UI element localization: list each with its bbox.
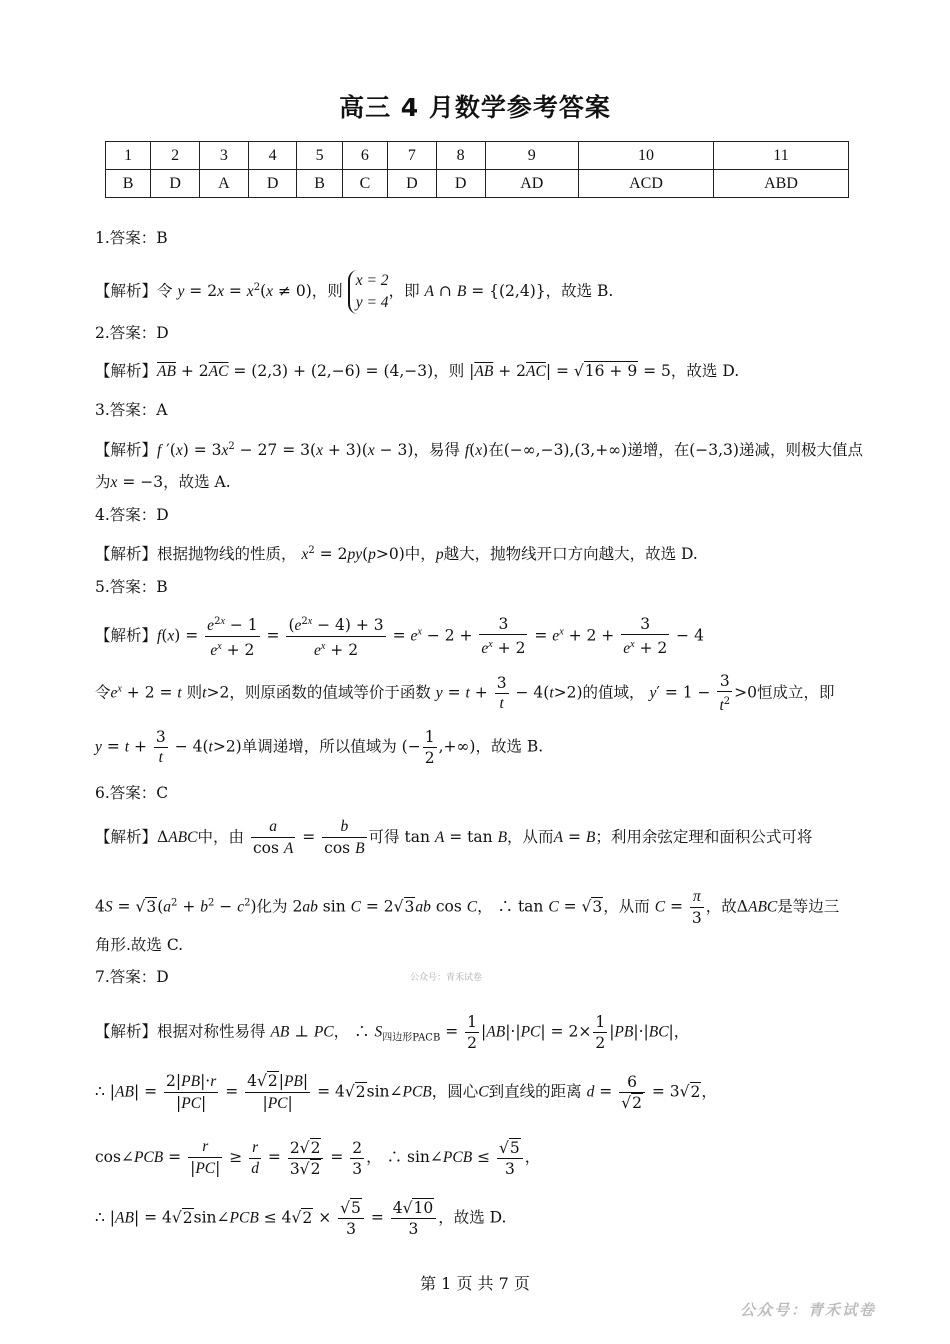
- solution-1: 【解析】令 $y = 2x = x^2(x \ne 0)$，则 x = 2 y = 4 ，即 A ∩ B = {(2,4)}，故选 B.: [95, 270, 613, 314]
- table-cell: ABD: [713, 170, 848, 198]
- solution-tag: 【解析】: [95, 362, 158, 380]
- solution-tag: 【解析】: [95, 828, 158, 846]
- answer-5: 5.答案：B: [95, 578, 168, 596]
- answer-3: 3.答案：A: [95, 401, 168, 419]
- table-cell: 10: [579, 142, 714, 170]
- table-cell: 5: [297, 142, 342, 170]
- watermark: 公众号：青禾试卷: [410, 973, 483, 983]
- table-cell: C: [342, 170, 387, 198]
- answer-6: 6.答案：C: [95, 784, 169, 802]
- table-cell: B: [106, 170, 151, 198]
- solution-2: 【解析】$\overline{AB} + 2\overline{AC} = (2,3) + (2,-6) = (4,-3)$，则 $|\overline{AB} + 2\overline{AC}| = √16 + 9 = 5$，故选 D.: [95, 362, 740, 380]
- table-cell: ACD: [579, 170, 714, 198]
- table-cell: 9: [485, 142, 579, 170]
- solution-4: 【解析】根据抛物线的性质， $x^2 = 2py(p>0)$中，p越大，抛物线开口方向越大，故选 D.: [95, 545, 698, 564]
- table-cell: 3: [200, 142, 249, 170]
- solution-tag: 【解析】: [95, 626, 158, 645]
- table-cell: B: [297, 170, 342, 198]
- table-cell: 7: [388, 142, 437, 170]
- solution-6: 【解析】ΔABC中，由 $\frac{a}{\text{cos A}}$ = $\frac{b}{\text{cos B}}$ 可得 tan A = tan B，从而A = B；利用余弦定理和面积公式可将: [95, 818, 813, 857]
- table-cell: 1: [106, 142, 151, 170]
- solution-5-line-2: 令$e^x + 2 = t$ 则t>2，则原函数的值域等价于函数 y = t + $\frac{3}{t}$ − 4(t>2)的值域， y′ = 1 − $\frac{3}{t^2}$ >0恒成立，即: [95, 672, 835, 715]
- solution-7: 【解析】根据对称性易得 AB ⊥ PC， ∴ $S_{四边形PACB}$ = $\frac{1}{2}$ |AB|·|PC| = 2× $\frac{1}{2}$ |PB|·|BC|，: [95, 1013, 690, 1052]
- solution-tag: 【解析】: [95, 545, 158, 564]
- answer-4: 4.答案：D: [95, 506, 169, 524]
- page-title: 高三 4 月数学参考答案: [339, 93, 611, 122]
- page-footer: 第 1 页 共 7 页: [420, 1274, 530, 1293]
- solution-7-line-2: ∴ |AB| = $\frac{2|PB|\cdot r}{|PC|}$ = $\frac{4√2|PB|}{|PC|}$ = 4√2sin∠PCB，圆心C到直线的距离 d = $\frac{6}{√2}$ = 3√2，: [95, 1072, 717, 1112]
- table-cell: A: [200, 170, 249, 198]
- solution-5: 【解析】f(x) = $\frac{e^{2x} - 1}{e^x + 2}$ = $\frac{(e^{2x} - 4) + 3}{e^x + 2}$ = $e^x - 2$ + $\frac{3}{e^x + 2}$ = $e^x + 2$ + $\frac{3}{e^x + 2}$ − 4: [95, 612, 704, 661]
- solution-tag: 【解析】: [95, 282, 158, 300]
- answer-table-answers-row: [106, 170, 849, 198]
- solution-tag: 【解析】: [95, 441, 158, 460]
- solution-7-line-3: cos∠PCB = $\frac{r}{|PC|}$ ≥ $\frac{r}{d}$ = $\frac{2√2}{3√2}$ = $\frac{2}{3}$ ， ∴ sin∠PCB ≤ $\frac{√5}{3}$ ，: [95, 1138, 541, 1178]
- answer-2: 2.答案：D: [95, 324, 169, 342]
- solution-6-line-3: 角形.故选 C.: [95, 936, 184, 954]
- answer-7: 7.答案：D: [95, 968, 169, 986]
- table-cell: D: [436, 170, 485, 198]
- table-cell: D: [151, 170, 200, 198]
- table-cell: 6: [342, 142, 387, 170]
- solution-3-line-2: 为x = −3，故选 A.: [95, 473, 231, 491]
- table-cell: 4: [248, 142, 297, 170]
- answer-1: 1.答案：B: [95, 229, 168, 247]
- table-cell: 11: [713, 142, 848, 170]
- table-cell: 8: [436, 142, 485, 170]
- solution-tag: 【解析】: [95, 1022, 158, 1041]
- table-cell: D: [388, 170, 437, 198]
- answer-table-numbers-row: [106, 142, 849, 170]
- corner-watermark: 公众号：青禾试卷: [740, 1301, 877, 1319]
- solution-3: 【解析】f $'(x) = 3x^2 - 27 = 3(x + 3)(x - 3)$，易得 f(x)在(−∞,−3),(3,+∞)递增，在(−3,3)递减，则极大值点: [95, 441, 863, 460]
- equation-system: x = 2 y = 4: [348, 270, 389, 314]
- table-cell: 2: [151, 142, 200, 170]
- solution-5-line-3: y = t + $\frac{3}{t}$ − 4(t>2)单调递增，所以值域为 (− $\frac{1}{2}$ ,+∞)，故选 B.: [95, 728, 544, 767]
- table-cell: AD: [485, 170, 579, 198]
- table-cell: D: [248, 170, 297, 198]
- answer-table: [105, 141, 849, 198]
- solution-6-line-2: $4S = √3(a^2 + b^2 - c^2)$化为 2ab sin C = 2√3ab cos C， ∴ tan C = √3，从而 C = $\frac{\pi}{3}$ ，故ΔABC是等边三: [95, 888, 840, 927]
- solution-7-line-4: ∴ |AB| = 4√2sin∠PCB ≤ 4√2 × $\frac{√5}{3}$ = $\frac{4√10}{3}$ ，故选 D.: [95, 1199, 507, 1238]
